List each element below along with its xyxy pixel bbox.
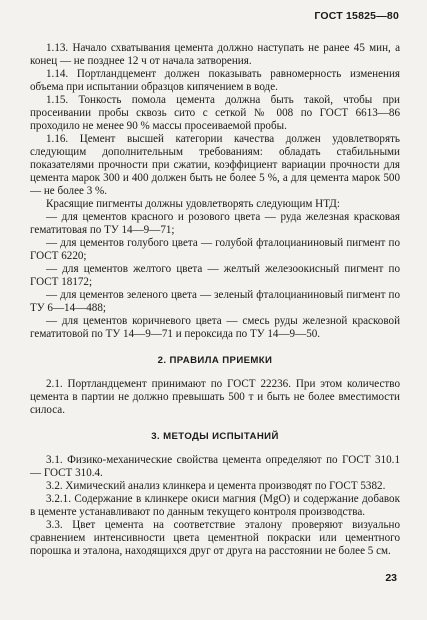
paragraph-2-1: 2.1. Портландцемент принимают по ГОСТ 22236. При этом количество цемента в партии не должно превышать 500 т и быть не более вместимости силоса. [30, 378, 400, 416]
paragraph-1-15: 1.15. Тонкость помола цемента должна быть такой, чтобы при просеивании пробы сквозь сито с сеткой № 008 по ГОСТ 6613—86 проходило не менее 90 % массы просеиваемой пробы. [30, 94, 400, 132]
page-number: 23 [385, 572, 397, 584]
paragraph-pigments-intro: Красящие пигменты должны удовлетворять следующим НТД: [46, 198, 340, 210]
paragraph-3-2-1: 3.2.1. Содержание в клинкере окиси магния (MgO) и содержание добавок в цементе устанавливают по данным текущего контроля производства. [30, 493, 400, 518]
paragraph-1-14: 1.14. Портландцемент должен показывать равномерность изменения объема при испытании образцов кипячением в воде. [30, 68, 400, 93]
list-item-green: — для цементов зеленого цвета — зеленый фталоцианиновый пигмент по ТУ 6—14—488; [30, 289, 400, 314]
section-heading-test-methods: 3. МЕТОДЫ ИСПЫТАНИЙ [151, 431, 279, 442]
document-id: ГОСТ 15825—80 [314, 10, 399, 22]
list-item-red-pink: — для цементов красного и розового цвета — руда железная красковая гематитовая по ТУ 14—9—71; [30, 211, 400, 236]
paragraph-1-16: 1.16. Цемент высшей категории качества должен удовлетворять следующим дополнительным требованиям: обладать стабильными показателями прочности при сжатии, коэффициент вариации прочности для цемента марок 300 и 400 должен быть не более 5 %, а для цемента марок 500 — не более 3 %. [30, 133, 400, 197]
list-item-yellow: — для цементов желтого цвета — желтый железоокисный пигмент по ГОСТ 18172; [30, 263, 400, 288]
paragraph-3-1: 3.1. Физико-механические свойства цемента определяют по ГОСТ 310.1 — ГОСТ 310.4. [30, 454, 400, 479]
paragraph-3-2: 3.2. Химический анализ клинкера и цемента производят по ГОСТ 5382. [46, 480, 386, 492]
paragraph-3-3: 3.3. Цвет цемента на соответствие эталону проверяют визуально сравнением интенсивности цвета цементной покраски или цементного порошка и эталона, находящихся друг от друга на расстоянии не более 5 см. [30, 519, 400, 557]
paragraph-1-13: 1.13. Начало схватывания цемента должно наступать не ранее 45 мин, а конец — не позднее 12 ч от начала затворения. [30, 42, 400, 67]
section-heading-acceptance: 2. ПРАВИЛА ПРИЕМКИ [157, 355, 273, 366]
list-item-blue: — для цементов голубого цвета — голубой фталоцианиновый пигмент по ГОСТ 6220; [30, 237, 400, 262]
document-body [30, 42, 400, 558]
list-item-brown: — для цементов коричневого цвета — смесь руды железной красковой гематитовой по ТУ 14—9—71 и пероксида по ТУ 14—9—50. [30, 315, 400, 340]
